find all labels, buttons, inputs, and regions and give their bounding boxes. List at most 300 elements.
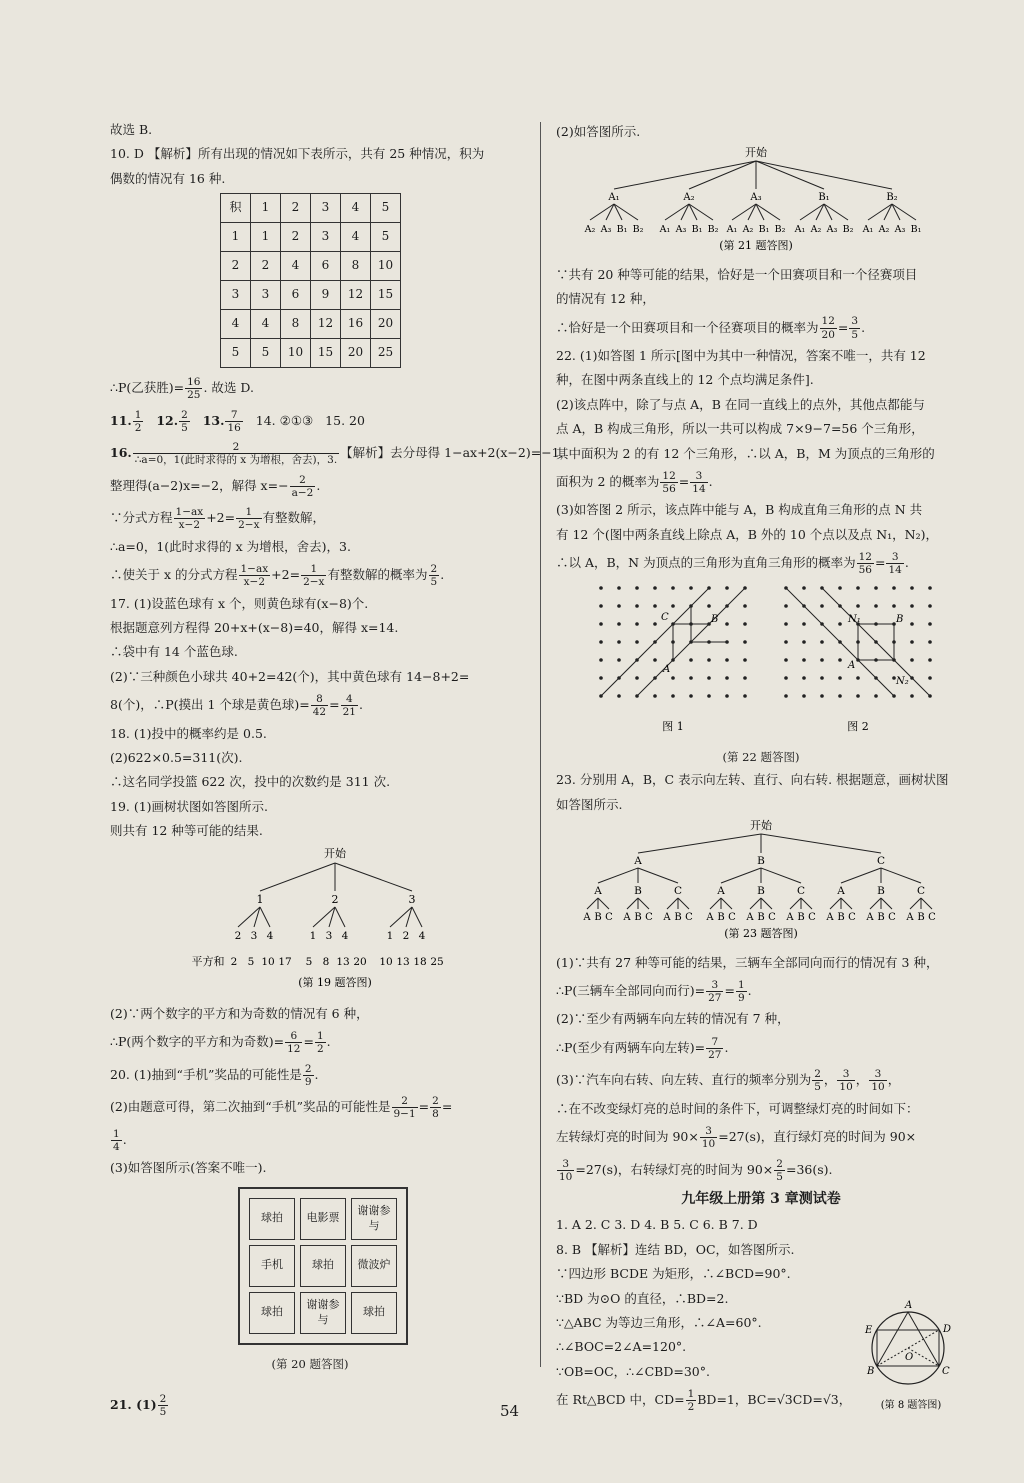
lattice-dot <box>802 676 806 680</box>
lattice-dot <box>725 586 729 590</box>
tree-node-label: A₃ <box>675 224 687 236</box>
tree-branch <box>667 898 678 909</box>
figure-label: 图 2 <box>847 719 869 733</box>
tree-root-label: 开始 <box>324 847 346 861</box>
tree-node-label: 3 <box>325 930 333 943</box>
table-header-cell: 1 <box>251 194 281 223</box>
q8-line: 8. B 【解析】连结 BD，OC，如答图所示. <box>556 1241 795 1257</box>
tree-node-label: 4 <box>341 930 349 943</box>
q23-line: (1)∵共有 27 种等可能的结果，三辆车全部同向而行的情况有 3 种， <box>556 954 939 970</box>
sum-value: 10 <box>379 956 393 969</box>
lattice-dot <box>802 694 806 698</box>
tree-root-label: 开始 <box>745 146 767 160</box>
tree-branch <box>870 898 881 909</box>
tree-node-label: B <box>594 912 602 924</box>
table-cell: 5 <box>371 223 401 252</box>
circle-figure-8 <box>856 1298 966 1413</box>
product-table <box>220 193 401 368</box>
q19-line: ∴P(两个数字的平方和为奇数)= $\frac{6}{12}$ = $\frac{1}{2}$ . <box>110 1030 331 1056</box>
tree-node-label: A <box>583 912 591 924</box>
q19-line: (2)∵两个数字的平方和为奇数的情况有 6 种， <box>110 1005 369 1021</box>
lattice-dot <box>802 640 806 644</box>
lattice-dot <box>617 640 621 644</box>
lattice-dot <box>725 622 729 626</box>
tree-node-label: B <box>877 912 885 924</box>
tree-branch <box>801 898 812 909</box>
tree-node-label: C <box>916 885 926 898</box>
q21-line: 的情况有 12 种， <box>556 291 655 307</box>
sum-value: 17 <box>278 956 292 969</box>
table-cell: 10 <box>371 252 401 281</box>
lattice-dot <box>856 694 860 698</box>
q8-line: 在 Rt△BCD 中，CD= $\frac{1}{2}$ BD=1，BC=√3CD=√3， <box>556 1388 852 1414</box>
table-header-cell: 4 <box>341 194 371 223</box>
tree-branch <box>638 834 761 853</box>
sum-row-label: 平方和 <box>191 955 225 969</box>
q22-line: 22. (1)如答图 1 所示[图中为其中一种情况，答案不唯一，共有 12 <box>556 348 926 363</box>
tree-branch <box>761 834 881 853</box>
figure-point-label: N₂ <box>896 675 909 687</box>
tree-node-label: 3 <box>250 930 258 943</box>
lattice-dot <box>725 676 729 680</box>
q18-line: ∴这名同学投篮 622 次，投中的次数约是 311 次. <box>110 774 391 790</box>
figure-point-label: A <box>905 1299 913 1311</box>
q22-line: 种，在图中两条直线上的 12 个点均满足条件]. <box>556 372 814 388</box>
q17-line: 8(个)，∴P(摸出 1 个球是黄色球)= $\frac{8}{42}$ = $\frac{4}{21}$ . <box>110 692 363 718</box>
figure-point-label: C <box>661 611 669 623</box>
tree-branch <box>756 161 892 189</box>
column-divider <box>540 122 541 1367</box>
tree-branch <box>260 863 335 891</box>
tree-branch <box>830 898 841 909</box>
lattice-dot <box>617 604 621 608</box>
lattice-dot <box>689 658 693 662</box>
prize-grid <box>238 1187 408 1345</box>
tree-node-label: A <box>786 912 794 924</box>
lattice-dot <box>802 586 806 590</box>
lattice-dot <box>599 604 603 608</box>
sum-value: 25 <box>430 956 444 969</box>
q21-line: (2)如答图所示. <box>556 124 641 139</box>
lattice-dot <box>784 694 788 698</box>
q17-line: 根据题意列方程得 20+x+(x−8)=40，解得 x=14. <box>110 619 399 635</box>
lattice-dot <box>820 676 824 680</box>
q17-line: ∴袋中有 14 个蓝色球. <box>110 644 238 660</box>
table-cell: 10 <box>281 339 311 368</box>
lattice-dot <box>838 622 842 626</box>
tree-node-label: C <box>685 912 693 924</box>
table-cell: 9 <box>311 281 341 310</box>
tree-node-label: B₁ <box>910 224 922 236</box>
lattice-dot <box>743 604 747 608</box>
tree-node-label: B <box>917 912 925 924</box>
q20-line: (2)由题意可得，第二次抽到“手机”奖品的可能性是 $\frac{2}{9-1}$ = $\frac{2}{8}$ = <box>110 1095 453 1121</box>
tree-branch <box>689 161 756 189</box>
lattice-dot <box>928 622 932 626</box>
tree-node-label: 2 <box>402 930 410 943</box>
table-row <box>221 310 401 339</box>
lattice-dot <box>671 676 675 680</box>
table-header-cell: 2 <box>281 194 311 223</box>
q22-line: (3)如答图 2 所示，该点阵中能与 A，B 构成直角三角形的点 N 共 <box>556 502 923 518</box>
table-cell: 8 <box>281 310 311 339</box>
lattice-dot <box>910 622 914 626</box>
lattice-dot <box>599 676 603 680</box>
table-cell: 2 <box>251 252 281 281</box>
tree-node-label: 1 <box>256 893 264 907</box>
q22-line: 点 A，B 构成三角形，所以一共可以构成 7×9−7=56 个三角形， <box>556 421 924 437</box>
tree-branch <box>721 868 761 883</box>
tree-node-label: A <box>837 885 845 898</box>
grid-caption: (第 20 题答图) <box>271 1356 349 1371</box>
sum-value: 13 <box>396 956 410 969</box>
q8-block <box>556 1238 966 1417</box>
tree-node-label: A₂ <box>810 224 822 236</box>
q23-line: ∴P(三辆车全部同向而行)= $\frac{3}{27}$ = $\frac{1}{9}$ . <box>556 978 752 1004</box>
tree-node-label: A₁ <box>608 192 620 204</box>
tree-branch <box>881 868 921 883</box>
lattice-dot <box>784 640 788 644</box>
q21-line: ∴恰好是一个田赛项目和一个径赛项目的概率为 $\frac{12}{20}$ = $\frac{3}{5}$ . <box>556 315 866 341</box>
tree-node-label: A₂ <box>742 224 754 236</box>
tree-node-label: A₁ <box>659 224 671 236</box>
table-cell: 2 <box>281 223 311 252</box>
tree-node-label: B₂ <box>774 224 786 236</box>
q20-line: (3)如答图所示(答案不唯一). <box>110 1160 267 1176</box>
table-header-cell: 5 <box>371 194 401 223</box>
figure-caption: (第 8 题答图) <box>880 1399 942 1411</box>
tree-node-label: B₁ <box>616 224 628 236</box>
q22-line: 面积为 2 的概率为 $\frac{12}{56}$ = $\frac{3}{14}$ . <box>556 469 713 495</box>
q19-line: 19. (1)画树状图如答图所示. <box>110 798 269 814</box>
tree-node-label: A <box>634 855 642 868</box>
lattice-dot <box>743 640 747 644</box>
tree-node-label: B <box>674 912 682 924</box>
lattice-dot <box>707 694 711 698</box>
tree-caption: (第 23 题答图) <box>724 927 798 941</box>
tree-diagram-19 <box>110 843 510 993</box>
lattice-dot <box>802 622 806 626</box>
tree-caption: (第 21 题答图) <box>719 239 793 253</box>
lattice-dot <box>671 604 675 608</box>
lattice-dot <box>784 658 788 662</box>
lattice-dot <box>689 586 693 590</box>
tree-branch <box>921 898 932 909</box>
table-row <box>221 252 401 281</box>
table-cell: 12 <box>341 281 371 310</box>
lattice-dot <box>928 640 932 644</box>
lattice-dot <box>928 586 932 590</box>
lattice-dot <box>599 640 603 644</box>
table-cell: 15 <box>311 339 341 368</box>
grid-cell: 谢谢参与 <box>351 1198 397 1240</box>
lattice-dot <box>599 622 603 626</box>
tree-node-label: B <box>634 885 642 898</box>
q16-line: ∵分式方程 $\frac{1-ax}{x-2}$ +2= $\frac{1}{2-x}$ 有整数解， <box>110 506 326 532</box>
lattice-dot <box>820 658 824 662</box>
tree-node-label: B <box>717 912 725 924</box>
figure-point-label: B <box>867 1365 875 1377</box>
sum-value: 18 <box>413 956 427 969</box>
tree-node-label: C <box>848 912 856 924</box>
q23-line: 如答图所示. <box>556 796 623 812</box>
q23-line: (2)∵至少有两辆车向左转的情况有 7 种， <box>556 1011 790 1027</box>
table-cell: 6 <box>281 281 311 310</box>
q16-line: ∴a=0，1(此时求得的 x 为增根，舍去)，3. <box>110 538 351 554</box>
grid-cell: 电影票 <box>300 1198 346 1240</box>
q17-line: 17. (1)设蓝色球有 x 个，则黄色球有(x−8)个. <box>110 595 369 611</box>
lattice-dot <box>784 604 788 608</box>
lattice-dot <box>856 604 860 608</box>
table-cell: 4 <box>221 310 251 339</box>
lattice-dot <box>653 622 657 626</box>
lattice-dot <box>599 586 603 590</box>
tree-node-label: A <box>826 912 834 924</box>
q10-line: 10. D 【解析】所有出现的情况如下表所示，共有 25 种情况，积为 <box>110 146 485 162</box>
lattice-dot <box>635 586 639 590</box>
lattice-dot <box>838 694 842 698</box>
lattice-dot <box>725 694 729 698</box>
tree-node-label: B₁ <box>691 224 703 236</box>
tree-node-label: A₁ <box>726 224 738 236</box>
tree-branch <box>598 898 609 909</box>
q20-line: $\frac{1}{4}$ . <box>113 1127 127 1153</box>
left-column <box>110 118 573 1422</box>
text-line: 故选 B. <box>110 122 153 137</box>
q23-line: (3)∵汽车向右转、向左转、直行的频率分别为 $\frac{2}{5}$ ， $\frac{3}{10}$ ， $\frac{3}{10}$ ， <box>556 1068 901 1094</box>
table-cell: 4 <box>251 310 281 339</box>
grid-cell: 手机 <box>249 1245 295 1287</box>
table-cell: 1 <box>221 223 251 252</box>
tree-node-label: C <box>888 912 896 924</box>
tree-branch <box>756 161 824 189</box>
grid-row <box>249 1245 397 1287</box>
lattice-dot <box>707 658 711 662</box>
answers-line: 1. A 2. C 3. D 4. B 5. C 6. B 7. D <box>556 1217 758 1233</box>
grid-cell: 球拍 <box>351 1292 397 1334</box>
lattice-dot <box>856 586 860 590</box>
table-row <box>221 281 401 310</box>
grid-row <box>249 1292 397 1334</box>
tree-branch <box>335 907 345 927</box>
figure-point-label: E <box>865 1324 873 1336</box>
tree-branch <box>761 898 772 909</box>
tree-branch <box>721 898 732 909</box>
tree-branch <box>881 898 892 909</box>
tree-diagram-21 <box>556 144 966 254</box>
grid-cell: 球拍 <box>249 1198 295 1240</box>
table-row <box>221 223 401 252</box>
figure-point-label: B <box>896 613 904 625</box>
tree-node-label: 1 <box>309 930 317 943</box>
table-cell: 16 <box>341 310 371 339</box>
q10-conclusion: ∴P(乙获胜)= $\frac{16}{25}$ . 故选 D. <box>110 376 254 402</box>
lattice-dot <box>653 604 657 608</box>
lattice-dot <box>910 640 914 644</box>
tree-diagram-23 <box>556 817 966 942</box>
table-cell: 3 <box>251 281 281 310</box>
lattice-dot <box>874 604 878 608</box>
lattice-dot <box>743 694 747 698</box>
tree-root-label: 开始 <box>750 819 772 833</box>
tree-node-label: A₁ <box>862 224 874 236</box>
q18-line: (2)622×0.5=311(次). <box>110 749 243 765</box>
lattice-dot <box>617 658 621 662</box>
table-cell: 6 <box>311 252 341 281</box>
lattice-dot <box>653 694 657 698</box>
table-cell: 3 <box>221 281 251 310</box>
figure-label: 图 1 <box>662 719 684 733</box>
tree-branch <box>790 898 801 909</box>
grid-cell: 谢谢参与 <box>300 1292 346 1334</box>
tree-node-label: C <box>768 912 776 924</box>
lattice-dot <box>707 604 711 608</box>
sum-value: 10 <box>261 956 275 969</box>
tree-node-label: C <box>645 912 653 924</box>
tree-node-label: B <box>797 912 805 924</box>
tree-branch <box>587 898 598 909</box>
tree-branch <box>841 868 881 883</box>
tree-node-label: C <box>928 912 936 924</box>
q22-line: ∴以 A，B，N 为顶点的三角形为直角三角形的概率为 $\frac{12}{56}$ = $\frac{3}{14}$ . <box>556 551 909 577</box>
table-cell: 12 <box>311 310 341 339</box>
table-cell: 5 <box>221 339 251 368</box>
tree-node-label: A₃ <box>750 192 762 204</box>
tree-node-label: B₂ <box>886 192 898 204</box>
grid-cell: 球拍 <box>300 1245 346 1287</box>
tree-node-label: C <box>796 885 806 898</box>
tree-branch <box>614 161 756 189</box>
lattice-dot <box>725 658 729 662</box>
lattice-dot <box>838 658 842 662</box>
figure-point-label: D <box>943 1323 952 1335</box>
tree-node-label: B₂ <box>842 224 854 236</box>
figure-point-label: B <box>711 613 719 625</box>
table-header-cell: 3 <box>311 194 341 223</box>
q8-line: ∵△ABC 为等边三角形，∴∠A=60°. <box>556 1314 762 1330</box>
q16-line: ∴使关于 x 的分式方程 $\frac{1-ax}{x-2}$ +2= $\frac{1}{2-x}$ 有整数解的概率为 $\frac{2}{5}$ . <box>110 562 445 588</box>
lattice-dot <box>910 586 914 590</box>
lattice-dot <box>838 676 842 680</box>
tree-node-label: B <box>757 885 765 898</box>
q20-line: 20. (1)抽到“手机”奖品的可能性是 $\frac{2}{9}$ . <box>110 1062 319 1088</box>
table-header-cell: 积 <box>221 194 251 223</box>
lattice-dot <box>784 676 788 680</box>
tree-node-label: A <box>706 912 714 924</box>
figure-point-label: C <box>942 1365 950 1377</box>
sum-value: 8 <box>322 956 330 969</box>
table-cell: 8 <box>341 252 371 281</box>
tree-branch <box>627 898 638 909</box>
tree-node-label: A <box>906 912 914 924</box>
lattice-dot <box>743 676 747 680</box>
q23-line: 左转绿灯亮的时间为 90× $\frac{3}{10}$ =27(s)，直行绿灯亮的时间为 90× <box>556 1125 917 1151</box>
q22-line: 其中面积为 2 的有 12 个三角形，∴以 A，B，M 为顶点的三角形的 <box>556 445 935 461</box>
tree-branch <box>598 868 638 883</box>
lattice-dot <box>653 658 657 662</box>
table-cell: 4 <box>341 223 371 252</box>
grid-cell: 球拍 <box>249 1292 295 1334</box>
sum-value: 5 <box>247 956 255 969</box>
lattice-dot <box>820 640 824 644</box>
q10-line: 偶数的情况有 16 种. <box>110 170 226 186</box>
lattice-dot <box>707 676 711 680</box>
lattice-dot <box>635 640 639 644</box>
tree-node-label: A <box>866 912 874 924</box>
q23-line: $\frac{3}{10}$ =27(s)，右转绿灯亮的时间为 90× $\frac{2}{5}$ =36(s). <box>559 1157 833 1183</box>
lattice-dot <box>928 658 932 662</box>
dot-lattice-figures <box>556 580 966 738</box>
tree-node-label: A <box>594 885 602 898</box>
lattice-dot <box>820 604 824 608</box>
tree-node-label: A₂ <box>683 192 695 204</box>
lattice-dot <box>599 658 603 662</box>
lattice-dot <box>874 694 878 698</box>
lattice-dot <box>910 604 914 608</box>
tree-node-label: C <box>605 912 613 924</box>
q21-line: ∵共有 20 种等可能的结果，恰好是一个田赛项目和一个径赛项目 <box>556 266 918 282</box>
tree-branch <box>260 907 270 927</box>
lattice-dot <box>802 658 806 662</box>
q18-line: 18. (1)投中的概率约是 0.5. <box>110 725 267 741</box>
tree-node-label: B <box>877 885 885 898</box>
tree-node-label: B <box>634 912 642 924</box>
tree-node-label: 1 <box>386 930 394 943</box>
right-column <box>556 120 966 1417</box>
q23-line: 23. 分别用 A，B，C 表示向左转、直行、向右转. 根据题意，画树状图 <box>556 772 949 788</box>
q23-line: ∴P(至少有两辆车向左转)= $\frac{7}{27}$ . <box>556 1035 729 1061</box>
lattice-dot <box>689 676 693 680</box>
lattice-dot <box>671 586 675 590</box>
table-cell: 2 <box>221 252 251 281</box>
tree-branch <box>412 907 422 927</box>
tree-node-label: C <box>728 912 736 924</box>
tree-node-label: A₂ <box>878 224 890 236</box>
tree-node-label: A₃ <box>826 224 838 236</box>
tree-node-label: B₂ <box>632 224 644 236</box>
lattice-dot <box>635 604 639 608</box>
tree-node-label: C <box>808 912 816 924</box>
triangle-side <box>877 1312 908 1366</box>
q22-line: 有 12 个(图中两条直线上除点 A，B 外的 10 个点以及点 N₁，N₂)， <box>556 526 938 542</box>
tree-node-label: A₃ <box>894 224 906 236</box>
lattice-dot <box>635 676 639 680</box>
figure-point-label: O <box>905 1351 914 1363</box>
q21-line: 21. (1) $\frac{2}{5}$ <box>110 1393 167 1419</box>
sum-value: 13 <box>336 956 350 969</box>
tree-node-label: B₁ <box>758 224 770 236</box>
q11-15-answers: 11. $\frac{1}{2}$ 12. $\frac{2}{5}$ 13. $\frac{7}{16}$ 14. ②①③ 15. 20 <box>110 408 365 434</box>
lattice-dot <box>910 694 914 698</box>
tree-node-label: A <box>746 912 754 924</box>
tree-node-label: C <box>876 855 886 868</box>
table-cell: 25 <box>371 339 401 368</box>
tree-node-label: A <box>663 912 671 924</box>
lattice-dot <box>928 676 932 680</box>
lattice-dot <box>689 694 693 698</box>
grid-cell: 微波炉 <box>351 1245 397 1287</box>
lattice-dot <box>910 658 914 662</box>
lattice-dot <box>820 694 824 698</box>
tree-branch <box>678 898 689 909</box>
table-cell: 20 <box>341 339 371 368</box>
tree-node-label: A <box>623 912 631 924</box>
tree-node-label: B₁ <box>818 192 830 204</box>
lattice-dot <box>617 622 621 626</box>
tree-node-label: B₂ <box>707 224 719 236</box>
lattice-dot <box>617 694 621 698</box>
tree-branch <box>638 868 678 883</box>
